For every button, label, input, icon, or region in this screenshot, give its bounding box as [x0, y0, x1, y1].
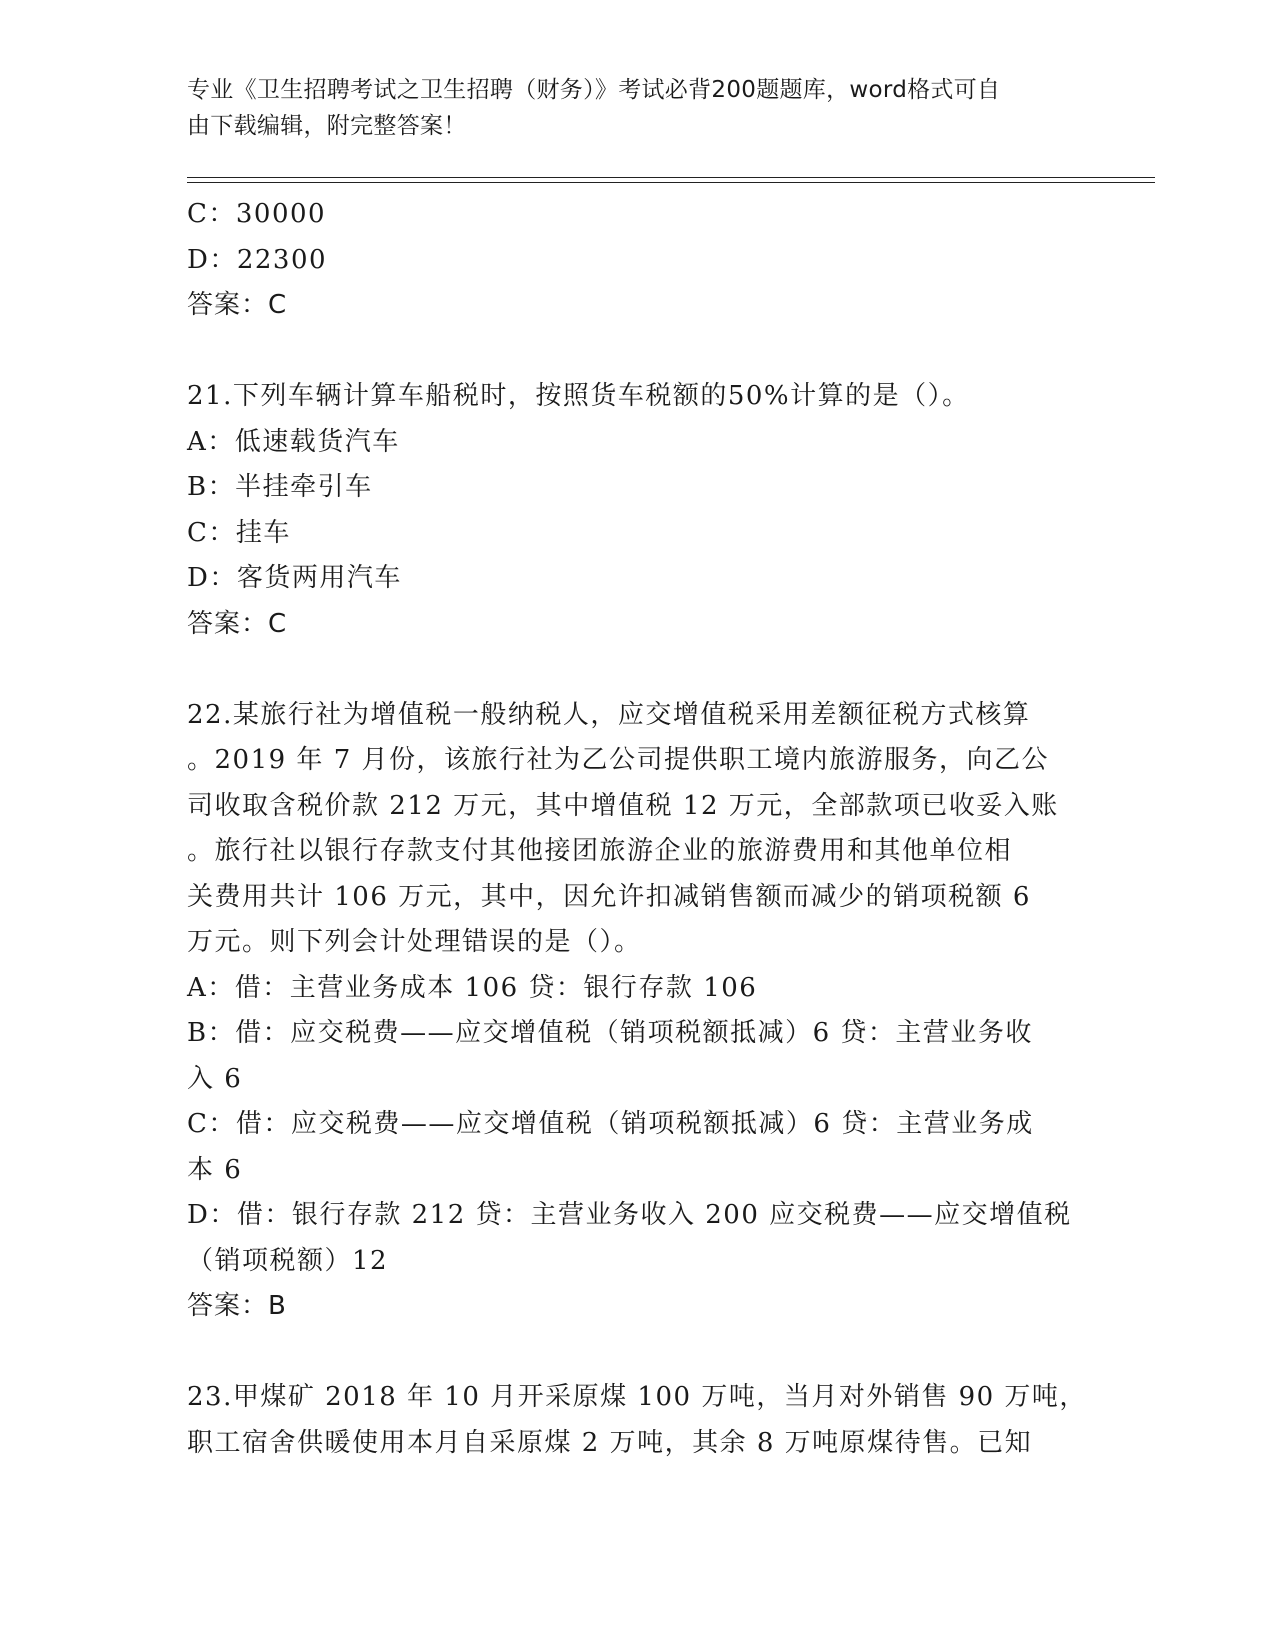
question-text-line: 22.某旅行社为增值税一般纳税人，应交增值税采用差额征税方式核算	[187, 699, 1031, 730]
question-23	[187, 1375, 1087, 1466]
question-21	[187, 374, 1077, 647]
header-line-1: 专业《卫生招聘考试之卫生招聘（财务）》考试必背200题题库，word格式可自	[187, 77, 1001, 103]
spacer	[187, 1330, 1077, 1376]
option-b-line: B：借：应交税费——应交增值税（销项税额抵减）6 贷：主营业务收	[187, 1018, 1033, 1048]
option-a: A：借：主营业务成本 106 贷：银行存款 106	[187, 972, 758, 1003]
option-c-line: C：借：应交税费——应交增值税（销项税额抵减）6 贷：主营业务成	[187, 1109, 1034, 1139]
spacer	[187, 647, 1077, 693]
document-header	[187, 72, 1067, 144]
question-text-line: 关费用共计 106 万元，其中，因允许扣减销售额而减少的销项税额 6	[187, 881, 1031, 912]
header-divider-top	[187, 177, 1155, 178]
answer-line: 答案：C	[187, 608, 288, 639]
question-text-line: 23.甲煤矿 2018 年 10 月开采原煤 100 万吨，当月对外销售 90 万吨，	[187, 1382, 1087, 1412]
question-text-line: 。2019 年 7 月份，该旅行社为乙公司提供职工境内旅游服务，向乙公	[187, 745, 1050, 775]
option-b-line: 入 6	[187, 1063, 243, 1094]
option-d-line: D：借：银行存款 212 贷：主营业务收入 200 应交税费——应交增值税	[187, 1200, 1072, 1230]
header-line-2: 由下载编辑，附完整答案！	[187, 113, 467, 139]
option-d-line: （销项税额）12	[187, 1245, 389, 1276]
option-c-line: 本 6	[187, 1154, 243, 1185]
spacer	[187, 329, 1077, 375]
question-20-tail	[187, 192, 1077, 329]
option-c: C：挂车	[187, 517, 291, 548]
option-d: D：客货两用汽车	[187, 563, 402, 593]
question-text-line: 。旅行社以银行存款支付其他接团旅游企业的旅游费用和其他单位相	[187, 836, 1013, 866]
answer-line: 答案：B	[187, 1291, 287, 1321]
answer-line: 答案：C	[187, 290, 288, 320]
question-text-line: 万元。则下列会计处理错误的是（）。	[187, 927, 642, 957]
question-text-line: 职工宿舍供暖使用本月自采原煤 2 万吨，其余 8 万吨原煤待售。已知	[187, 1427, 1033, 1458]
question-22	[187, 693, 1077, 1330]
document-body	[187, 192, 1087, 1466]
option-c: C：30000	[187, 199, 327, 229]
question-text: 21.下列车辆计算车船税时，按照货车税额的50%计算的是（）。	[187, 381, 970, 411]
question-text-line: 司收取含税价款 212 万元，其中增值税 12 万元，全部款项已收妥入账	[187, 790, 1059, 821]
header-divider-bottom	[187, 182, 1155, 183]
option-a: A：低速载货汽车	[187, 426, 400, 457]
option-d: D：22300	[187, 244, 328, 275]
option-b: B：半挂牵引车	[187, 472, 373, 502]
